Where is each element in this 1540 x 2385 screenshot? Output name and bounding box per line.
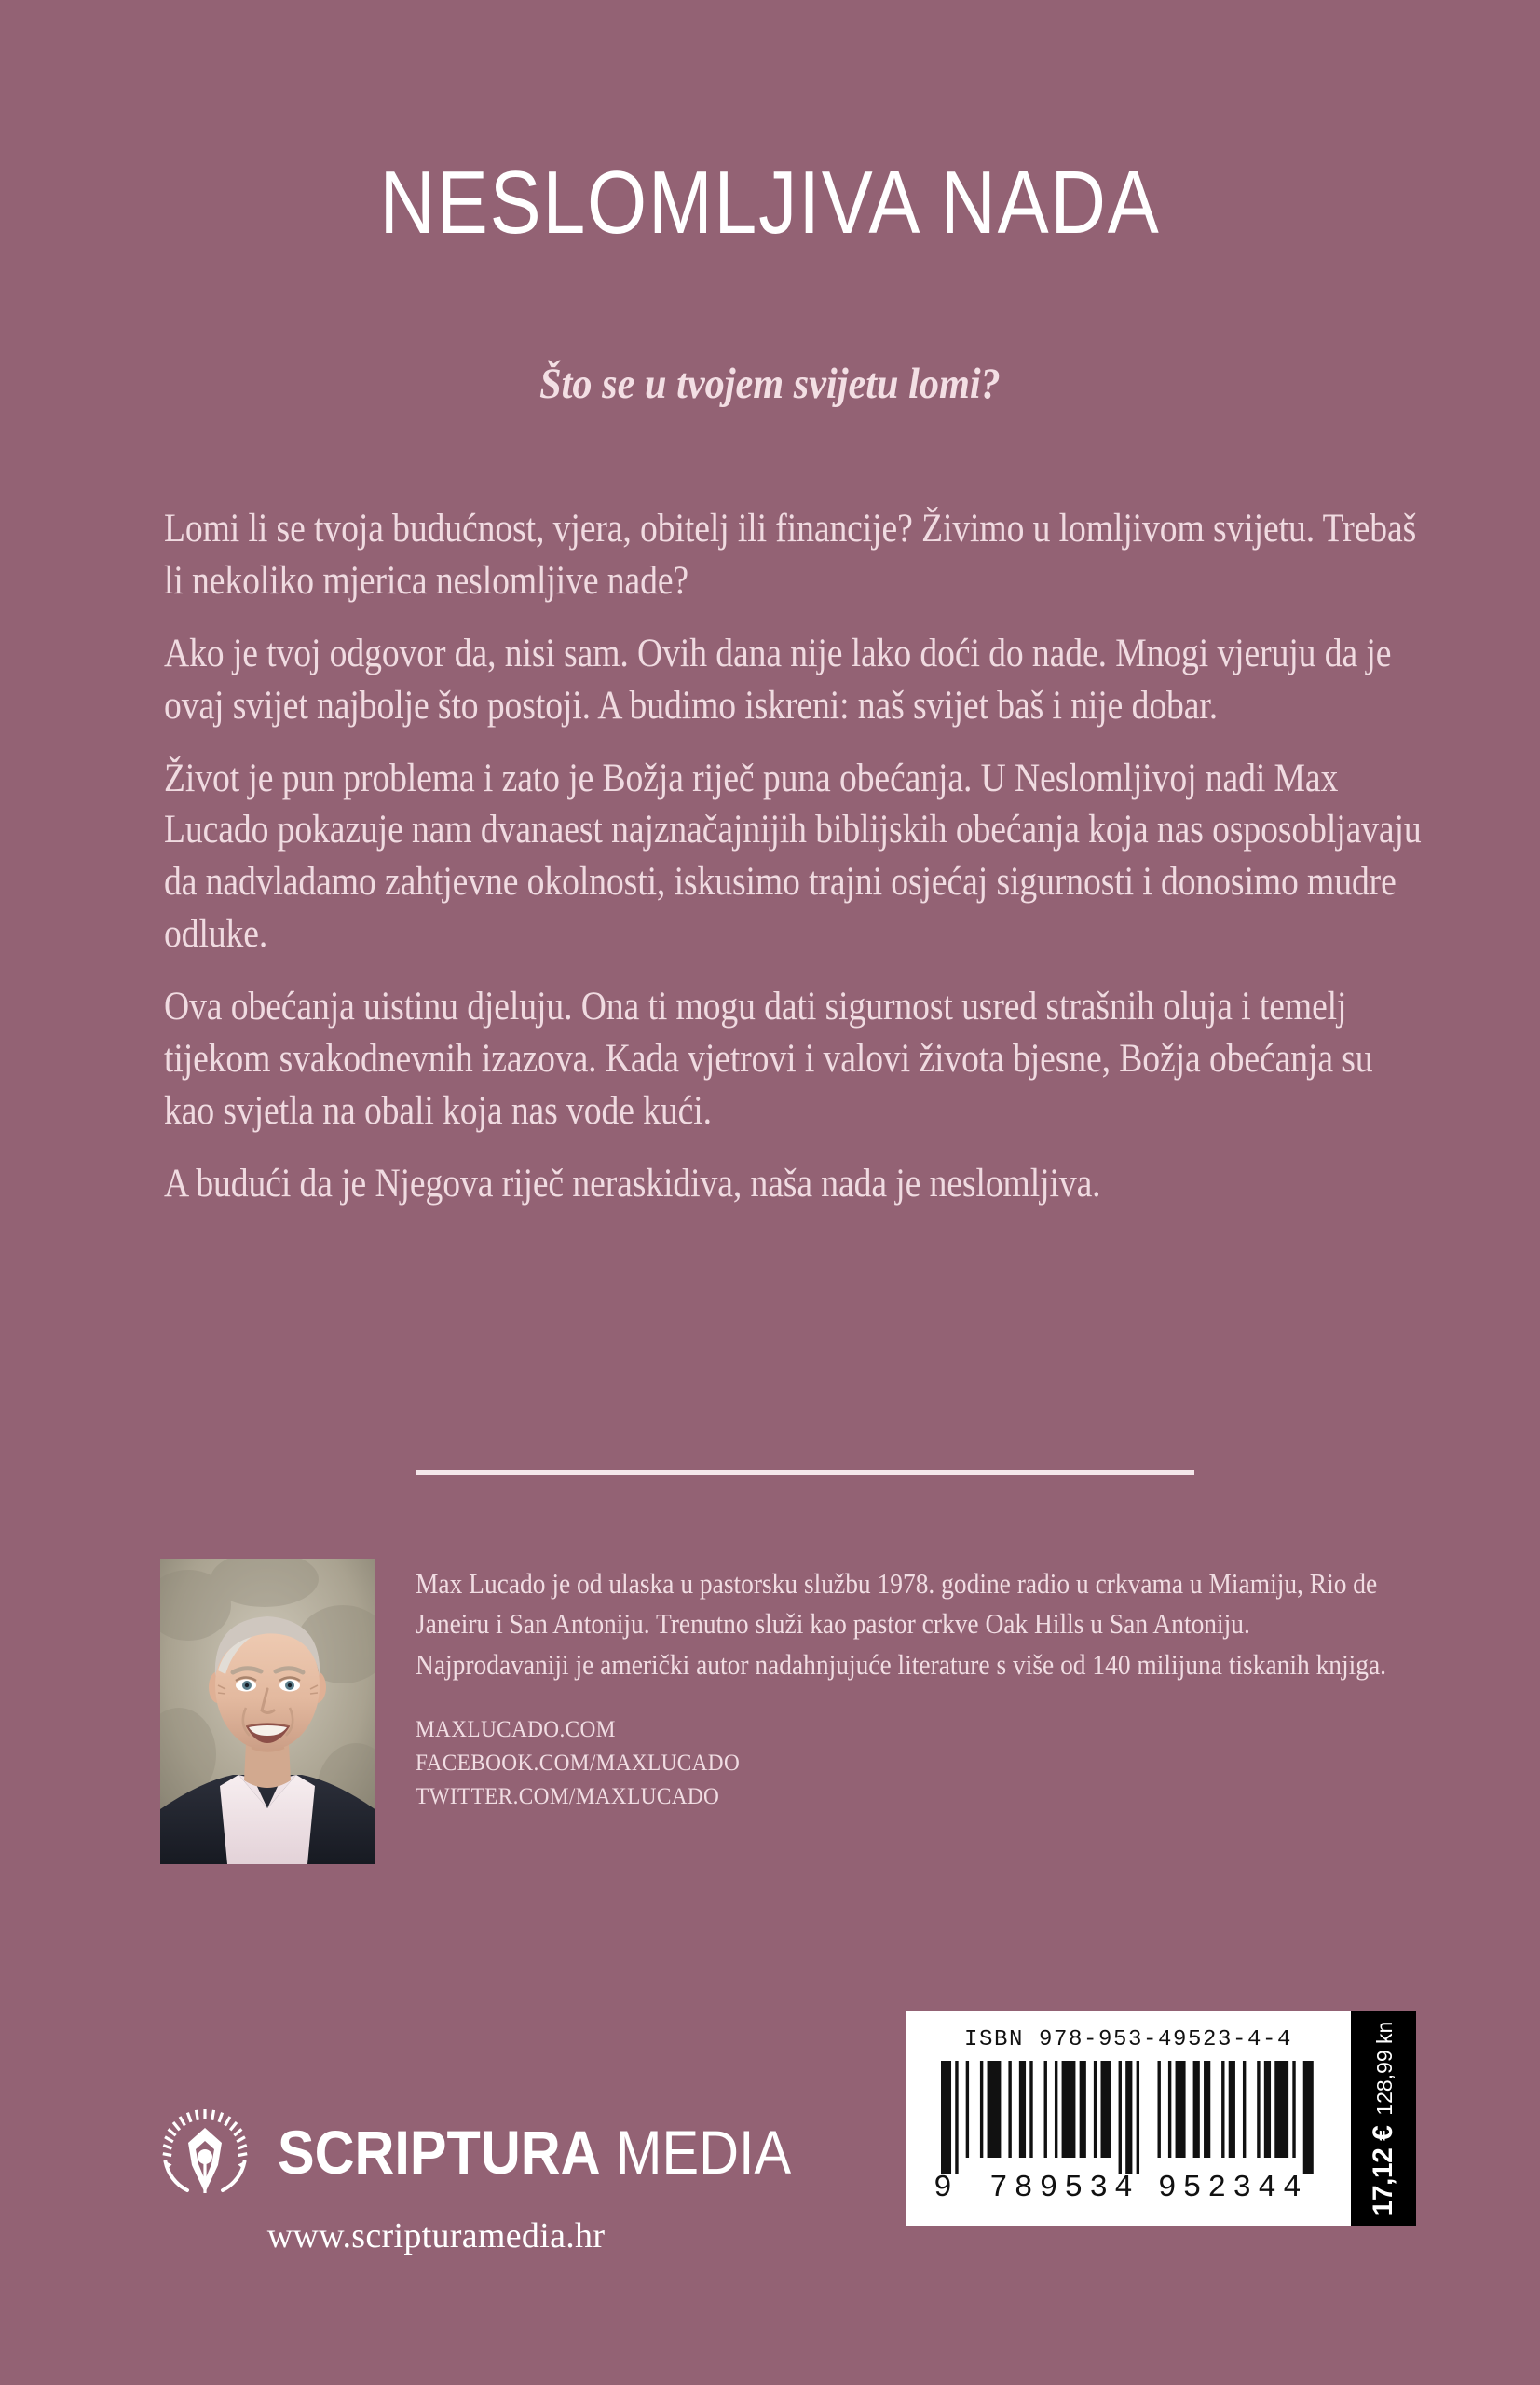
barcode-panel: [906, 2011, 1351, 2226]
price-kn: 128,99 kn: [1372, 2021, 1397, 2116]
publisher-block: [157, 2104, 792, 2256]
publisher-name-bold: SCRIPTURA: [278, 2118, 601, 2187]
isbn-label: ISBN 978-953-49523-4-4: [963, 2027, 1293, 2052]
barcode-digit-group-1: 789534: [989, 2171, 1139, 2205]
section-divider: [416, 1470, 1194, 1475]
price-inner: [1368, 2022, 1399, 2216]
author-link-facebook[interactable]: FACEBOOK.COM/MAXLUCADO: [416, 1750, 741, 1776]
blurb-paragraph: Život je pun problema i zato je Božja riječ puna obećanja. U Neslomljivoj nadi Max Lucado pokazuje nam dvanaest najznačajnijih biblijskih obećanja koja nas osposobljavaju da nadvladamo zahtjevne okolnosti, iskusimo trajni osjećaj sigurnosti i donosimo mudre odluke.: [164, 756, 1422, 957]
author-link-website[interactable]: MAXLUCADO.COM: [416, 1716, 616, 1742]
barcode-digit-group-2: 952344: [1157, 2171, 1308, 2205]
pen-nib-compass-icon: [157, 2104, 253, 2201]
publisher-name-light: MEDIA: [616, 2118, 792, 2187]
author-photo: [160, 1559, 375, 1864]
barcode-block: [906, 2011, 1416, 2226]
publisher-website[interactable]: www.scripturamedia.hr: [266, 2216, 606, 2256]
blurb-text-block: [164, 503, 1424, 1210]
book-subtitle: Što se u tvojem svijetu lomi?: [539, 360, 1001, 408]
barcode-bars: [941, 2061, 1317, 2174]
publisher-logo-row: [157, 2104, 792, 2201]
publisher-name: [278, 2118, 792, 2187]
blurb-paragraph: Ova obećanja uistinu djeluju. Ona ti mogu dati sigurnost usred strašnih oluja i temelj tijekom svakodnevnih izazova. Kada vjetrovi i valovi života bjesne, Božja obećanja su kao svjetla na obali koja nas vode kući.: [164, 985, 1373, 1133]
author-links: [416, 1713, 1399, 1814]
barcode-digit-prefix: 9: [934, 2171, 953, 2205]
author-link-twitter[interactable]: TWITTER.COM/MAXLUCADO: [416, 1783, 720, 1809]
blurb-paragraph: Lomi li se tvoja budućnost, vjera, obitelj ili financije? Živimo u lomljivom svijetu. Trebaš li nekoliko mjerica neslomljive nade?: [164, 507, 1417, 603]
barcode-digits: [906, 2171, 1351, 2205]
author-bio: Max Lucado je od ulaska u pastorsku službu 1978. godine radio u crkvama u Miamiju, Rio de Janeiru i San Antoniju. Trenutno služi kao pastor crkve Oak Hills u San Antoniju. Najprodavaniji je američki autor nadahnjujuće literature s više od 140 milijuna tiskanih knjiga.: [416, 1568, 1387, 1681]
author-section: [160, 1559, 1399, 1864]
blurb-paragraph: Ako je tvoj odgovor da, nisi sam. Ovih dana nije lako doći do nade. Mnogi vjeruju da je ovaj svijet najbolje što postoji. A budimo iskreni: naš svijet baš i nije dobar.: [164, 631, 1392, 728]
blurb-paragraph: A budući da je Njegova riječ neraskidiva, naša nada je neslomljiva.: [164, 1161, 1101, 1206]
price-block: [1351, 2011, 1416, 2226]
author-text-column: [416, 1559, 1399, 1814]
price-eur: 17,12 €: [1368, 2125, 1398, 2216]
book-title: NESLOMLJIVA NADA: [379, 153, 1161, 252]
